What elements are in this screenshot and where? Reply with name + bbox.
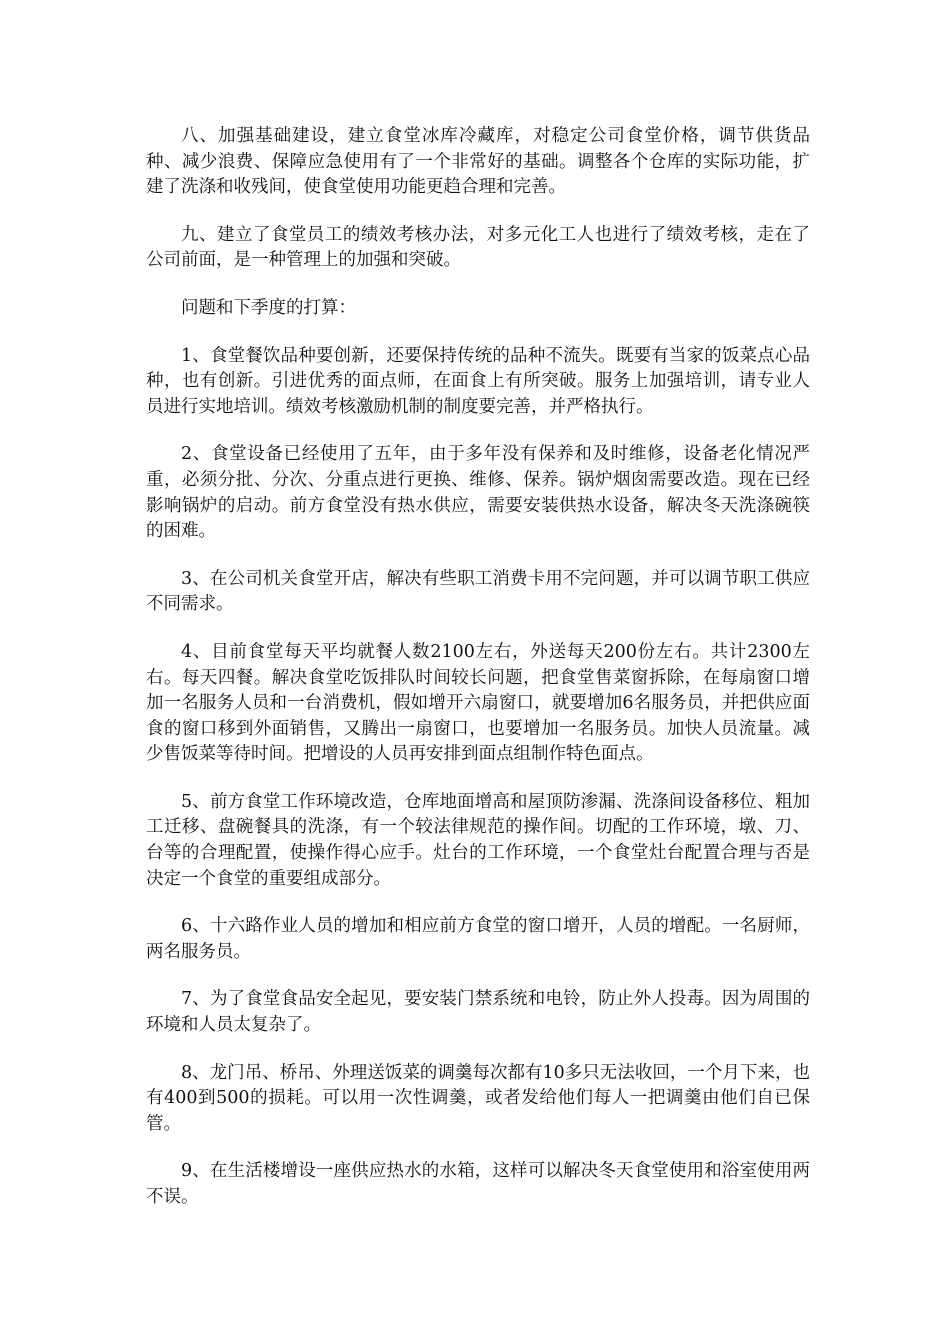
plan-item-4: 4、目前食堂每天平均就餐人数2100左右，外送每天200份左右。共计2300左右。每天四餐。解决食堂吃饭排队时间较长问题，把食堂售菜窗拆除，在每扇窗口增加一名服务人员和一台消费机，假如增开六扇窗口，就要增加6名服务员，并把供应面食的窗口移到外面销售，又腾出一扇窗口，也要增加一名服务员。加快人员流量。减少售饭菜等待时间。把增设的人员再安排到面点组制作特色面点。 (146, 641, 810, 765)
plan-item-1: 1、食堂餐饮品种要创新，还要保持传统的品种不流失。既要有当家的饭菜点心品种，也有创新。引进优秀的面点师，在面食上有所突破。服务上加强培训，请专业人员进行实地培训。绩效考核激励机制的制度要完善，并严格执行。 (146, 345, 810, 417)
paragraph-9: 九、建立了食堂员工的绩效考核办法，对多元化工人也进行了绩效考核，走在了公司前面，是一种管理上的加强和突破。 (146, 224, 810, 271)
plan-item-9: 9、在生活楼增设一座供应热水的水箱，这样可以解决冬天食堂使用和浴室使用两不误。 (146, 1161, 810, 1207)
plan-item-6: 6、十六路作业人员的增加和相应前方食堂的窗口增开，人员的增配。一名厨师，两名服务员。 (146, 916, 810, 962)
document-body (146, 124, 810, 1233)
plan-item-2: 2、食堂设备已经使用了五年，由于多年没有保养和及时维修，设备老化情况严重，必须分批、分次、分重点进行更换、维修、保养。锅炉烟囱需要改造。现在已经影响锅炉的启动。前方食堂没有热水供应，需要安装供热水设备，解决冬天洗涤碗筷的困难。 (146, 444, 810, 542)
section-heading-plans: 问题和下季度的打算： (181, 297, 356, 318)
plan-item-3: 3、在公司机关食堂开店，解决有些职工消费卡用不完问题，并可以调节职工供应不同需求。 (146, 568, 810, 615)
plan-item-8: 8、龙门吊、桥吊、外理送饭菜的调羹每次都有10多只无法收回，一个月下来，也有400到500的损耗。可以用一次性调羹，或者发给他们每人一把调羹由他们自已保管。 (146, 1062, 810, 1134)
plan-item-7: 7、为了食堂食品安全起见，要安装门禁系统和电铃，防止外人投毒。因为周围的环境和人员太复杂了。 (146, 989, 810, 1036)
paragraph-8: 八、加强基础建设，建立食堂冰库冷藏库，对稳定公司食堂价格，调节供货品种、减少浪费、保障应急使用有了一个非常好的基础。调整各个仓库的实际功能，扩建了洗涤和收残间，使食堂使用功能更趋合理和完善。 (146, 126, 810, 198)
plan-item-5: 5、前方食堂工作环境改造，仓库地面增高和屋顶防渗漏、洗涤间设备移位、粗加工迁移、盘碗餐具的洗涤，有一个较法律规范的操作间。切配的工作环境，墩、刀、台等的合理配置，使操作得心应手。灶台的工作环境，一个食堂灶台配置合理与否是决定一个食堂的重要组成部分。 (146, 791, 810, 889)
